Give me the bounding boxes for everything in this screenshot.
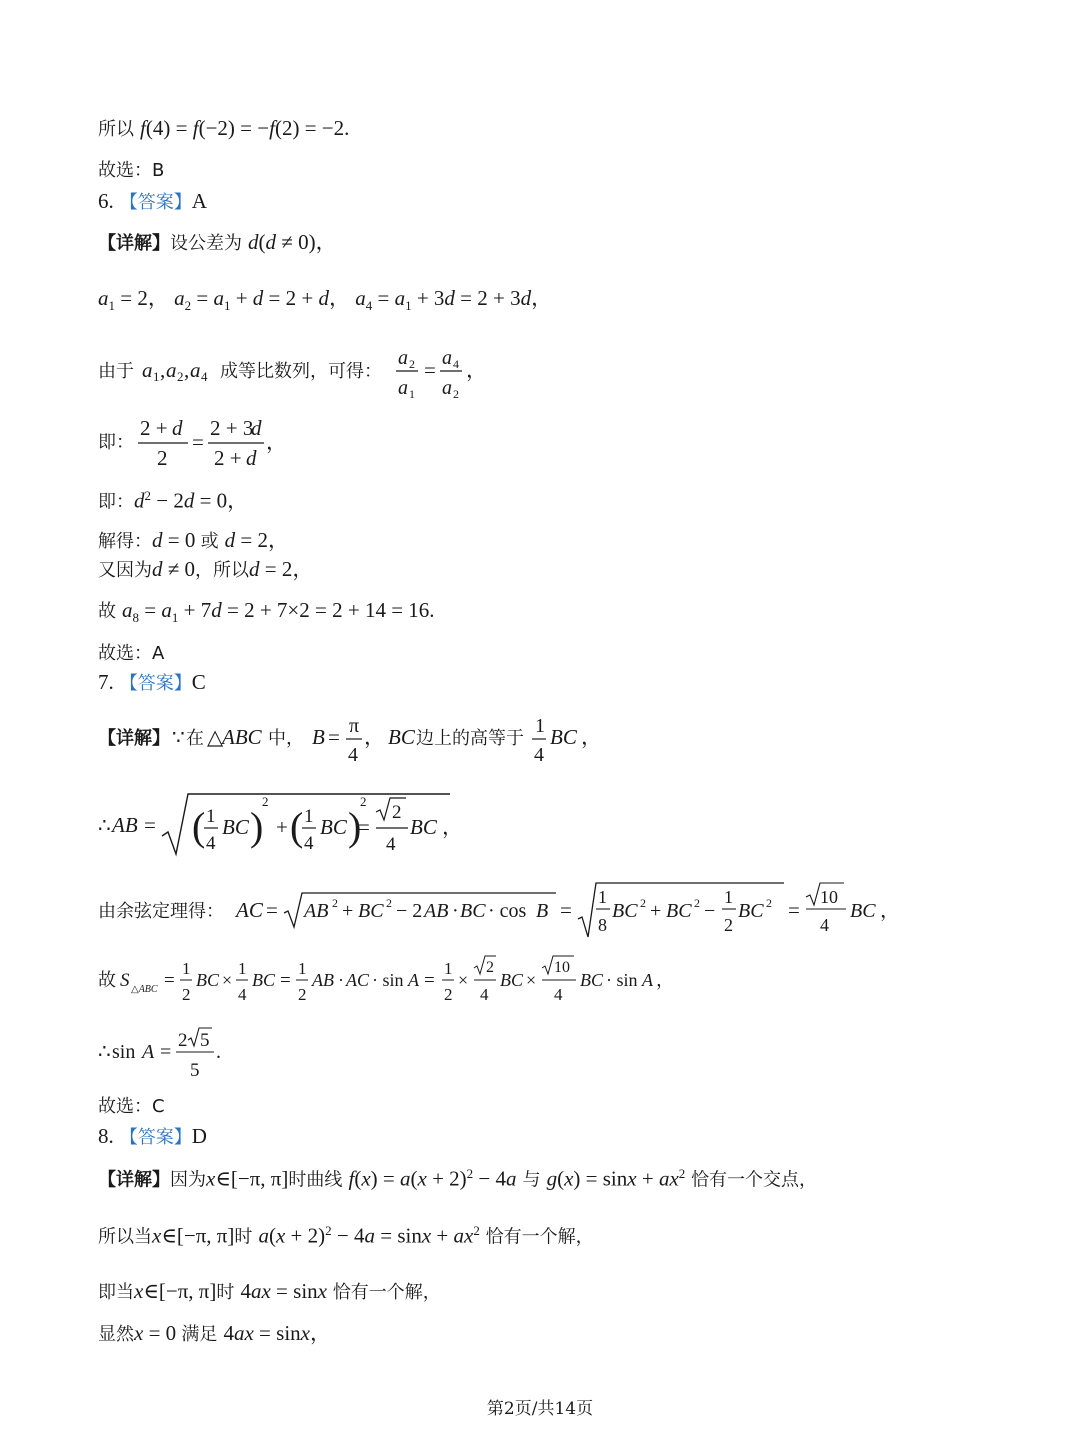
- text-line: 所以 f(4) = f(−2) = −f(2) = −2.: [98, 116, 350, 140]
- svg-text:S: S: [120, 970, 130, 991]
- q8-line-4: 显然x = 0 满足 4ax = sinx，: [98, 1321, 331, 1345]
- svg-text:·: ·: [452, 900, 459, 922]
- svg-text:BC: BC: [738, 900, 764, 922]
- svg-text:由于: 由于: [98, 361, 134, 382]
- question-8-answer: D: [191, 1124, 207, 1148]
- svg-text:4: 4: [554, 985, 563, 1004]
- svg-text:中，: 中，: [268, 728, 304, 749]
- svg-text:=: =: [358, 815, 370, 839]
- svg-text:在: 在: [186, 728, 204, 749]
- svg-text:BC: BC: [388, 725, 415, 749]
- svg-text:1: 1: [409, 387, 415, 401]
- svg-text:a: a: [398, 347, 408, 369]
- svg-text:−: −: [704, 900, 716, 922]
- svg-text:，: ，: [466, 358, 487, 382]
- svg-text:BC: BC: [666, 900, 692, 922]
- q8-line-1: 【详解】因为x∈[−π, π]时曲线 $f(x) = a(x + 2)^2 - 4a$ 与 $g(x) = \sin x + ax^2$ 恰有一个交点，: [98, 1166, 817, 1191]
- svg-text:BC: BC: [550, 725, 577, 749]
- q8-line-2: 所以当x∈[−π, π]时 $a(x + 2)^2 - 4a = \sin x + ax^2$ 恰有一个解，: [98, 1223, 594, 1248]
- choose-b: 故选：B: [98, 160, 165, 181]
- svg-text:4: 4: [534, 744, 544, 766]
- svg-text:∴: ∴: [98, 815, 111, 837]
- svg-text:=: =: [424, 358, 436, 382]
- q6-line-6: 解得：d = 0 或 d = 2，: [98, 528, 289, 552]
- svg-text:【详解】: 【详解】: [98, 728, 170, 749]
- detail-tag: 【详解】: [98, 233, 170, 254]
- svg-text:1: 1: [535, 715, 545, 737]
- svg-text:·: ·: [338, 970, 344, 990]
- svg-text:1: 1: [153, 369, 160, 384]
- svg-text:a: a: [442, 377, 452, 399]
- svg-text:(: (: [290, 804, 304, 849]
- svg-text:A: A: [142, 1041, 155, 1063]
- svg-text:2 +: 2 +: [214, 446, 242, 470]
- svg-text:5: 5: [190, 1060, 200, 1081]
- svg-text:=: =: [192, 430, 204, 454]
- svg-text:∵: ∵: [172, 727, 185, 749]
- svg-text:=: =: [280, 970, 291, 991]
- svg-text:1: 1: [238, 959, 247, 978]
- page-footer: 第2页/共14页: [486, 1399, 594, 1419]
- svg-text:d: d: [246, 446, 257, 470]
- svg-text:×: ×: [222, 970, 233, 990]
- svg-text:,: ,: [160, 358, 166, 382]
- svg-text:1: 1: [444, 959, 453, 978]
- svg-text:d: d: [251, 416, 262, 440]
- answer-tag: 【答案】: [119, 673, 192, 694]
- svg-text:2: 2: [332, 896, 338, 910]
- detail-tag: 【详解】: [98, 1169, 170, 1191]
- question-6-number: 6.: [98, 189, 114, 213]
- q7-line-4: [98, 950, 718, 1010]
- svg-text:2: 2: [766, 896, 772, 910]
- svg-text:2: 2: [392, 802, 402, 823]
- svg-text:BC: BC: [358, 900, 384, 922]
- svg-text:4: 4: [238, 985, 247, 1004]
- svg-text:AB: AB: [424, 900, 449, 922]
- svg-text:故: 故: [98, 970, 116, 991]
- svg-text:.: .: [216, 1041, 221, 1063]
- svg-text:· sin: · sin: [606, 970, 638, 990]
- svg-text:1: 1: [724, 887, 733, 907]
- q7-line-2-tail: [354, 788, 464, 860]
- q7-line-1: [98, 710, 618, 770]
- svg-text:B: B: [312, 725, 325, 749]
- svg-text:): ): [250, 804, 264, 849]
- svg-text:2: 2: [157, 446, 168, 470]
- question-7-number: 7.: [98, 670, 114, 694]
- svg-text:4: 4: [348, 744, 358, 766]
- svg-text:8: 8: [598, 915, 607, 935]
- svg-text:，: ，: [581, 725, 602, 749]
- svg-text:，: ，: [880, 900, 900, 922]
- svg-text:AB: AB: [312, 970, 334, 990]
- svg-text:1: 1: [304, 806, 314, 827]
- svg-text:BC: BC: [850, 900, 876, 922]
- svg-text:2: 2: [178, 1030, 188, 1051]
- svg-text:2: 2: [360, 794, 367, 809]
- q6-line-5: 即：$d^2 - 2d = 0$，: [98, 488, 249, 513]
- svg-text:AB: AB: [112, 813, 138, 837]
- svg-text:∴: ∴: [98, 1041, 111, 1063]
- svg-text:BC: BC: [500, 970, 524, 990]
- q7-line-3: [98, 875, 898, 945]
- svg-text:△ABC: △ABC: [131, 984, 158, 995]
- question-8-header: [98, 1126, 207, 1147]
- svg-text:): ): [348, 804, 362, 849]
- svg-text:BC: BC: [580, 970, 604, 990]
- svg-text:· cos: · cos: [488, 900, 527, 922]
- answer-tag: 【答案】: [119, 1127, 192, 1148]
- q6-line-4: [98, 412, 318, 472]
- svg-text:sin: sin: [112, 1041, 136, 1063]
- svg-text:10: 10: [554, 959, 570, 976]
- svg-text:− 2: − 2: [396, 900, 423, 922]
- svg-text:AC: AC: [346, 970, 370, 990]
- question-6-detail: 【详解】设公差为 d(d ≠ 0)，: [98, 230, 337, 254]
- svg-text:×: ×: [458, 970, 469, 990]
- svg-text:1: 1: [598, 887, 607, 907]
- svg-text:a: a: [398, 377, 408, 399]
- svg-text:BC: BC: [612, 900, 638, 922]
- svg-text:2: 2: [453, 387, 459, 401]
- svg-text:+: +: [650, 900, 662, 922]
- svg-text:· sin: · sin: [372, 970, 404, 990]
- svg-text:，: ，: [442, 815, 463, 839]
- svg-text:AC: AC: [236, 898, 263, 922]
- svg-text:ABC: ABC: [222, 725, 262, 749]
- svg-text:a: a: [166, 358, 177, 382]
- svg-text:AB: AB: [304, 900, 329, 922]
- svg-text:△: △: [207, 725, 224, 749]
- svg-text:A: A: [642, 970, 653, 990]
- answer-tag: 【答案】: [119, 192, 192, 213]
- svg-text:=: =: [160, 1041, 172, 1063]
- svg-text:由余弦定理得：: 由余弦定理得：: [98, 901, 224, 922]
- question-8-number: 8.: [98, 1124, 114, 1148]
- svg-text:，: ，: [364, 725, 385, 749]
- svg-text:2: 2: [409, 357, 415, 371]
- svg-text:a: a: [442, 347, 452, 369]
- svg-text:=: =: [164, 970, 175, 991]
- question-6-header: [98, 191, 207, 212]
- svg-text:2: 2: [177, 369, 184, 384]
- svg-text:×: ×: [526, 970, 537, 990]
- q8-line-3: 即当x∈[−π, π]时 4ax = sinx 恰有一个解，: [98, 1279, 441, 1303]
- svg-text:2: 2: [640, 896, 646, 910]
- q6-line-2: $a_1 = 2$， $a_2 = a_1 + d = 2 + d$， $a_4 = a_1 + 3d = 2 + 3d$，: [98, 286, 553, 313]
- svg-text:2: 2: [694, 896, 700, 910]
- svg-text:即：: 即：: [98, 432, 134, 453]
- svg-text:2 +: 2 +: [140, 416, 168, 440]
- svg-text:(: (: [192, 804, 206, 849]
- q6-line-7: 又因为d ≠ 0，所以d = 2，: [98, 557, 314, 581]
- svg-text:2: 2: [298, 985, 307, 1004]
- choose-a: 故选：A: [98, 643, 165, 664]
- svg-text:BC: BC: [196, 970, 220, 990]
- svg-text:+: +: [342, 900, 354, 922]
- svg-text:2: 2: [724, 915, 733, 935]
- svg-text:a: a: [190, 358, 201, 382]
- svg-text:BC: BC: [410, 815, 437, 839]
- svg-text:2: 2: [386, 896, 392, 910]
- svg-text:成等比数列，可得：: 成等比数列，可得：: [220, 361, 382, 382]
- q6-line-3: [98, 340, 518, 400]
- svg-text:=: =: [328, 725, 340, 749]
- svg-text:=: =: [144, 813, 156, 837]
- question-7-header: [98, 672, 206, 693]
- svg-text:4: 4: [453, 357, 459, 371]
- svg-text:2: 2: [444, 985, 453, 1004]
- svg-text:=: =: [560, 898, 572, 922]
- svg-text:4: 4: [480, 985, 489, 1004]
- svg-text:BC: BC: [252, 970, 276, 990]
- svg-text:4: 4: [820, 915, 829, 935]
- svg-text:a: a: [142, 358, 153, 382]
- q6-line-8: 故 $a_8 = a_1 + 7d = 2 + 7\times 2 = 2 + 14 = 16$.: [98, 598, 435, 625]
- svg-text:4: 4: [201, 369, 208, 384]
- svg-text:边上的高等于: 边上的高等于: [416, 728, 524, 749]
- svg-text:4: 4: [304, 833, 314, 854]
- svg-text:=: =: [788, 898, 800, 922]
- svg-text:4: 4: [386, 834, 396, 855]
- svg-text:2 + 3: 2 + 3: [210, 416, 254, 440]
- svg-text:d: d: [172, 416, 183, 440]
- choose-c: 故选：C: [98, 1096, 165, 1117]
- svg-text:BC: BC: [460, 900, 486, 922]
- svg-text:，: ，: [266, 430, 287, 454]
- svg-text:4: 4: [206, 833, 216, 854]
- svg-text:1: 1: [206, 806, 216, 827]
- svg-text:=: =: [424, 970, 435, 991]
- svg-text:B: B: [536, 900, 549, 922]
- svg-text:2: 2: [262, 794, 269, 809]
- svg-text:2: 2: [486, 959, 494, 976]
- svg-text:A: A: [408, 970, 419, 990]
- svg-text:π: π: [349, 715, 360, 737]
- svg-text:2: 2: [182, 985, 191, 1004]
- question-7-answer: C: [191, 670, 206, 694]
- svg-text:+: +: [276, 815, 288, 839]
- svg-text:BC: BC: [222, 815, 249, 839]
- svg-text:10: 10: [820, 887, 838, 907]
- question-6-answer: A: [191, 189, 207, 213]
- svg-text:1: 1: [298, 959, 307, 978]
- svg-text:5: 5: [200, 1030, 210, 1051]
- svg-text:,: ,: [184, 358, 190, 382]
- svg-text:=: =: [266, 898, 278, 922]
- svg-text:，: ，: [656, 970, 674, 990]
- q7-line-5: [98, 1022, 258, 1082]
- svg-text:BC: BC: [320, 815, 347, 839]
- svg-text:1: 1: [182, 959, 191, 978]
